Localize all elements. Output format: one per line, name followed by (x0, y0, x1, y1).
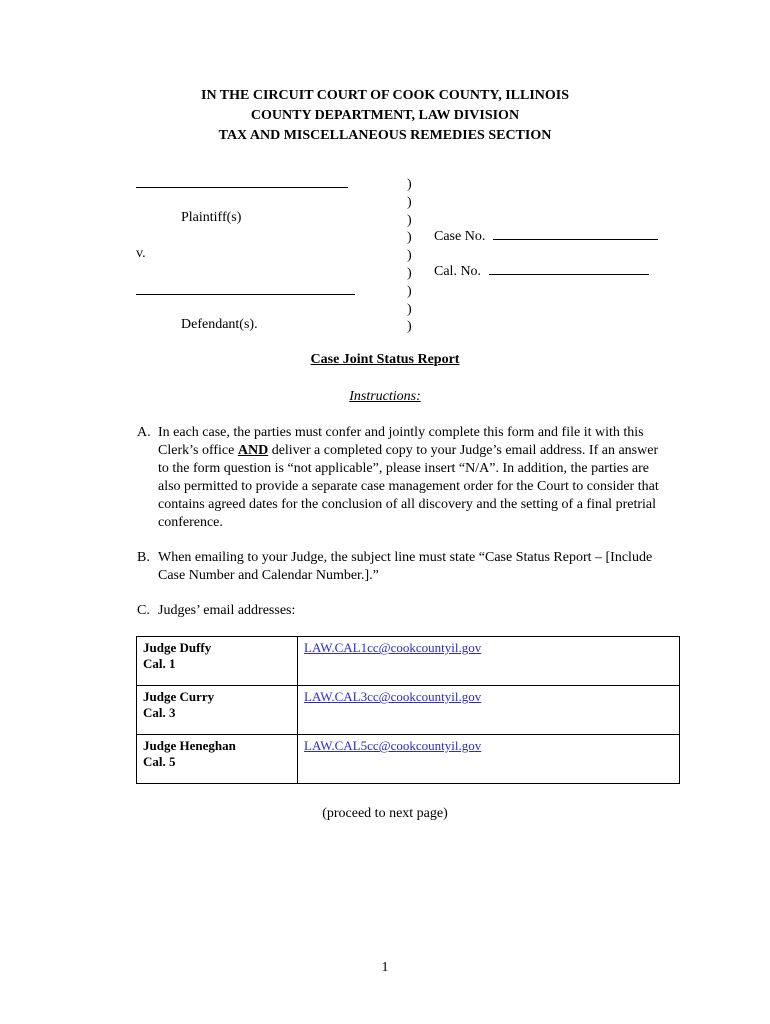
judge-email-link[interactable]: LAW.CAL1cc@cookcountyil.gov (304, 640, 482, 655)
instruction-a-body (158, 424, 672, 532)
judge-calendar: Cal. 1 (143, 656, 176, 671)
instruction-b-text: When emailing to your Judge, the subject line must state “Case Status Report – [Include Case Number and Calendar Number.].” (158, 550, 653, 583)
case-no-label: Case No. (434, 229, 486, 244)
paren: ) (407, 301, 412, 317)
instruction-c-text: Judges’ email addresses: (158, 603, 296, 618)
case-no-row (434, 228, 658, 245)
instruction-a-and: AND (237, 443, 269, 458)
judge-name-cell (137, 735, 298, 784)
judge-calendar: Cal. 3 (143, 705, 176, 720)
instruction-a-marker: A. (137, 425, 151, 440)
paren: ) (407, 230, 412, 246)
header-line-2: COUNTY DEPARTMENT, LAW DIVISION (250, 108, 520, 123)
table-row (137, 686, 680, 735)
table-row (137, 735, 680, 784)
plaintiff-label: Plaintiff(s) (181, 210, 242, 225)
instructions-title: Instructions: (349, 389, 421, 404)
versus-label: v. (136, 246, 146, 261)
judge-email-link[interactable]: LAW.CAL5cc@cookcountyil.gov (304, 738, 482, 753)
header-line-1: IN THE CIRCUIT COURT OF COOK COUNTY, ILLINOIS (201, 88, 569, 103)
judge-email-cell (298, 637, 680, 686)
header-line-3: TAX AND MISCELLANEOUS REMEDIES SECTION (218, 128, 552, 143)
instruction-a-text-before: In each case, the parties must confer and jointly complete this form and file it with this Clerk’s office (158, 425, 644, 458)
page-number: 1 (381, 960, 389, 975)
judge-name: Judge Curry (143, 689, 215, 704)
paren: ) (407, 265, 412, 281)
paren: ) (407, 283, 412, 299)
table-row (137, 637, 680, 686)
instruction-b-marker: B. (137, 550, 150, 565)
court-header (0, 86, 770, 146)
case-no-field[interactable] (493, 228, 658, 240)
judge-name-cell (137, 686, 298, 735)
paren: ) (407, 319, 412, 335)
instruction-a (137, 424, 672, 532)
instruction-c (137, 602, 672, 620)
judge-name: Judge Duffy (143, 640, 212, 655)
report-title: Case Joint Status Report (310, 352, 460, 367)
plaintiff-blank[interactable] (136, 176, 348, 188)
paren: ) (407, 248, 412, 264)
cal-no-field[interactable] (489, 263, 649, 275)
instruction-a-text-after: deliver a completed copy to your Judge’s email address. If an answer to the form question is “not applicable”, please insert “N/A”. In addition, the parties are also permitted to provide a separate case management order for the Court to consider that contains agreed dates for the conclusion of all discovery and the setting of a final pretrial conference. (158, 443, 659, 530)
judge-name: Judge Heneghan (143, 738, 236, 753)
caption-parentheses (407, 176, 412, 336)
defendant-blank[interactable] (136, 283, 355, 295)
judge-email-cell (298, 686, 680, 735)
proceed-note: (proceed to next page) (322, 806, 448, 821)
instruction-c-marker: C. (137, 603, 150, 618)
judge-email-cell (298, 735, 680, 784)
paren: ) (407, 194, 412, 210)
defendant-label: Defendant(s). (181, 317, 258, 332)
cal-no-row (434, 263, 649, 280)
judge-calendar: Cal. 5 (143, 754, 176, 769)
instruction-b (137, 549, 672, 585)
judges-email-table (136, 636, 680, 784)
judge-email-link[interactable]: LAW.CAL3cc@cookcountyil.gov (304, 689, 482, 704)
judge-name-cell (137, 637, 298, 686)
paren: ) (407, 177, 412, 192)
paren: ) (407, 212, 412, 228)
cal-no-label: Cal. No. (434, 264, 482, 279)
